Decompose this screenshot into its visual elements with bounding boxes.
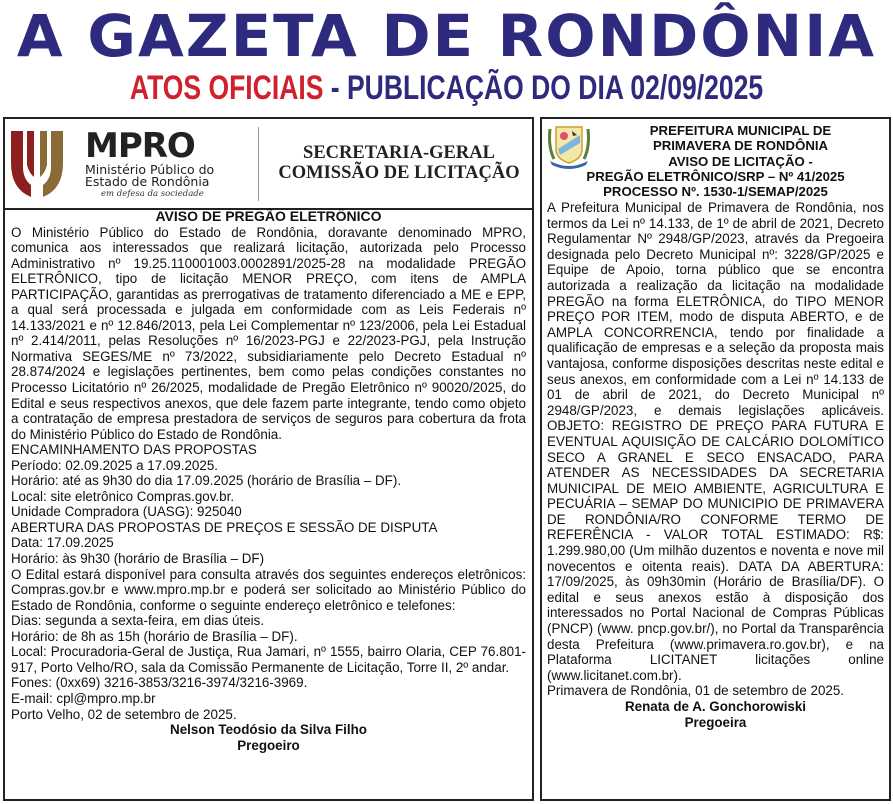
notice-line: Data: 17.09.2025 — [11, 535, 114, 551]
primavera-notice-body — [547, 200, 884, 730]
notice-line: Dias: segunda a sexta-feira, em dias úteis. — [11, 613, 265, 629]
mpro-notice-body — [11, 209, 526, 753]
signer-name: Renata de A. Gonchorowiski — [624, 699, 807, 714]
heading-line: PREGÃO ELETRÔNICO/SRP – Nº 41/2025 — [586, 169, 845, 184]
heading-line: PREFEITURA MUNICIPAL DE — [649, 123, 832, 138]
mpro-name-line1: Ministério Público do — [85, 162, 215, 177]
notice-line: Unidade Compradora (UASG): 925040 — [11, 504, 242, 520]
signer-role: Pregoeira — [684, 714, 747, 730]
municipal-coat-of-arms-icon — [546, 123, 592, 171]
publication-banner — [98, 68, 795, 108]
section-label: ATOS OFICIAIS — [129, 69, 324, 107]
notice-line: ENCAMINHAMENTO DAS PROPOSTAS — [11, 442, 257, 458]
mpro-tagline: em defesa da sociedade — [101, 189, 204, 199]
header-divider — [258, 127, 259, 201]
mpro-name-line2: Estado de Rondônia — [85, 174, 210, 189]
email-line: E-mail: cpl@mpro.mp.br — [11, 690, 156, 706]
signer-name: Nelson Teodósio da Silva Filho — [170, 722, 367, 738]
signer-role: Pregoeiro — [237, 737, 300, 753]
heading-line: AVISO DE LICITAÇÃO - — [668, 153, 813, 169]
mpro-acronym: MPRO — [85, 126, 195, 166]
publication-date-label: PUBLICAÇÃO DO DIA 02/09/2025 — [346, 69, 764, 107]
notice-paragraph: O Ministério Público do Estado de Rondônia, doravante denominado MPRO, comunica aos interessados que realizará licitação, autorizada pelo Processo Administrativo nº 19.25.110001003.0002891/2025-28 na modalidade PREGÃO ELETRÔNICO, tipo de licitação MENOR PREÇO, com itens de AMPLA PARTICIPAÇÃO, garantidas as prerrogativas de tratamento diferenciado a ME e EPP, a qual será processada e julgada em conformidade com as Leis Federais nº 14.133/2021 e nº 12.846/2013, pela Lei Complementar nº 123/2006, pela Lei Estadual nº 2.414/2011, pelas Resoluções nº 16/2023-PGJ e 22/2023-PGJ, pela Instrução Normativa SEGES/ME nº 73/2022, subsidiariamente pelo Decreto Estadual nº 28.874/2024 e legislações pertinentes, bem como pelas condições constantes no Processo Licitatório nº 26/2025, modalidade de Pregão Eletrônico nº 90020/2025, do Edital e seus respectivos anexos, que dele fazem parte integrante, tendo como objeto a contratação de empresa prestadora de serviços de seguros para cobertura da frota do Ministério Público do Estado de Rondônia. — [11, 224, 526, 442]
heading-line: PROCESSO Nº. 1530-1/SEMAP/2025 — [603, 184, 828, 200]
department-line1: SECRETARIA-GERAL — [303, 143, 495, 163]
notice-line: Local: site eletrônico Compras.gov.br. — [11, 488, 235, 504]
notice-title: AVISO DE PREGÃO ELETRÔNICO — [155, 208, 382, 224]
heading-line: PRIMAVERA DE RONDÔNIA — [652, 138, 829, 154]
notice-line: Horário: às 9h30 (horário de Brasília – DF) — [11, 551, 265, 567]
notice-line: Horário: até as 9h30 do dia 17.09.2025 (horário de Brasília – DF). — [11, 473, 402, 489]
primavera-process-heading — [546, 169, 885, 200]
place-date-line: Primavera de Rondônia, 01 de setembro de 2025. — [547, 683, 845, 699]
edital-paragraph: O Edital estará disponível para consulta através dos seguintes endereços eletrônicos: Compras.gov.br e www.mpro.mp.br e poderá ser solicitado ao Ministério Público do Estado de Rondônia, conforme o seguinte endereço eletrônico e telefones: — [11, 566, 526, 613]
primavera-heading — [596, 123, 885, 169]
primavera-notice — [540, 117, 891, 801]
phone-line: Fones: (0xx69) 3216-3853/3216-3974/3216-3969. — [11, 675, 308, 691]
mpro-notice — [3, 117, 534, 801]
notice-line: Horário: de 8h as 15h (horário de Brasília – DF). — [11, 628, 298, 644]
notice-paragraph: A Prefeitura Municipal de Primavera de Rondônia, nos termos da Lei nº 14.133, de 1º de abril de 2021, Decreto Regulamentar Nº 2948/GP/2023, através da Pregoeira designada pelo Decreto Municipal nº: 3228/GP/2025 e Equipe de Apoio, torna público que se encontra autorizada a realização da licitação na modalidade PREGÃO na forma ELETRÔNICA, do TIPO MENOR PREÇO POR ITEM, modo de disputa ABERTO, e de AMPLA CONCORRENCIA, tendo por finalidade a qualificação de empresas e a seleção da proposta mais vantajosa, conforme disposições descritas neste edital e seus anexos, em conformidade com a Lei nº 14.133 de 01 de abril de 2021, do Decreto Municipal nº 2948/GP/2023, e demais legislações aplicáveis. OBJETO: REGISTRO DE PREÇO PARA FUTURA E EVENTUAL AQUISIÇÃO DE CALCÁRIO DOLOMÍTICO SECO A GRANEL E SECO ENSACADO, PARA ATENDER AS NECESSIDADES DA SECRETARIA MUNICIPAL DE MEIO AMBIENTE, AGRICULTURA E PECUÁRIA – SEMAP DO MUNICIPIO DE PRIMAVERA DE RONDÔNIA/RO CONFORME TERMO DE REFERÊNCIA - VALOR TOTAL ESTIMADO: R$: 1.299.980,00 (Um milhão duzentos e noventa e nove mil novecentos e oitenta reais). DATA DA ABERTURA: 17/09/2025, às 09h30min (Horário de Brasília/DF). O edital e seus anexos estão à disposição dos interessados no Portal Nacional de Compras Públicas (PNCP) (www. pncp.gov.br/), no Portal da Transparência desta Prefeitura (www.primavera.ro.gov.br), e na Plataforma LICITANET licitações online (www.licitanet.com.br). — [547, 200, 884, 683]
place-date-line: Porto Velho, 02 de setembro de 2025. — [11, 706, 237, 722]
mpro-emblem-icon — [9, 127, 65, 199]
newspaper-title: A GAZETA DE RONDÔNIA — [16, 2, 877, 70]
notice-line: ABERTURA DAS PROPOSTAS DE PREÇOS E SESSÃO DE DISPUTA — [11, 519, 438, 535]
mpro-notice-header — [5, 119, 532, 210]
department-heading — [270, 143, 528, 183]
banner-separator: - — [330, 69, 340, 107]
address-paragraph: Local: Procuradoria-Geral de Justiça, Rua Jamari, nº 1555, bairro Olaria, CEP 76.801-917, Porto Velho/RO, sala da Comissão Permanente de Licitação, Torre II, 2º andar. — [11, 644, 526, 675]
notice-line: Período: 02.09.2025 a 17.09.2025. — [11, 457, 218, 473]
department-line2: COMISSÃO DE LICITAÇÃO — [278, 163, 520, 183]
masthead — [0, 0, 893, 116]
